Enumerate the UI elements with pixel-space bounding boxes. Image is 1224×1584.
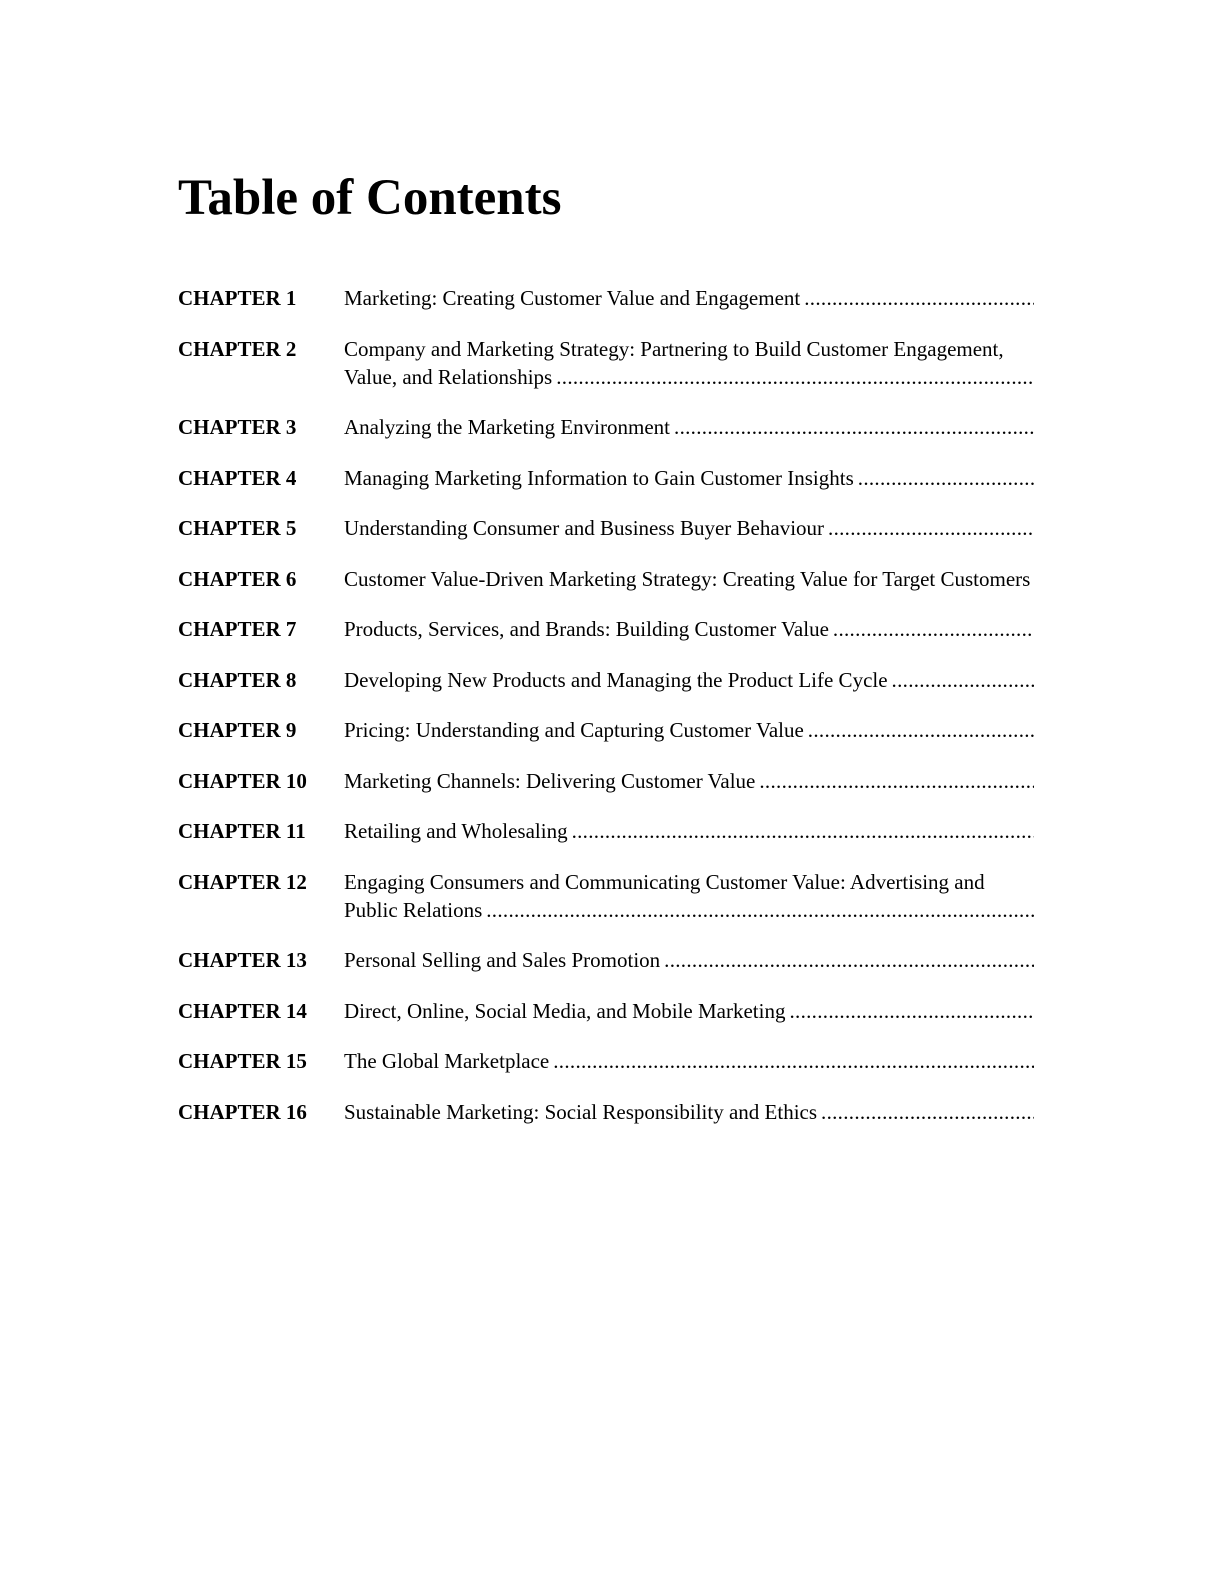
toc-entry-chapter-10[interactable] [178,767,1034,795]
toc-entry-chapter-1[interactable] [178,284,1034,312]
chapter-title: Products, Services, and Brands: Building Customer Value ..... [344,615,1034,643]
toc-entry-chapter-9[interactable] [178,716,1034,744]
chapter-number: CHAPTER 11 [178,819,306,843]
toc-entry-chapter-3[interactable] [178,413,1034,441]
chapter-title: The Global Marketplace ..... [344,1047,1034,1075]
chapter-title: Company and Marketing Strategy: Partnering to Build Customer Engagement, Value, and Relationships ..... [344,335,1034,391]
chapter-title: Pricing: Understanding and Capturing Customer Value ..... [344,716,1034,744]
toc-entry-chapter-4[interactable] [178,464,1034,492]
chapter-title: Analyzing the Marketing Environment ..... [344,413,1034,441]
chapter-number: CHAPTER 9 [178,718,297,742]
chapter-title: Engaging Consumers and Communicating Customer Value: Advertising and Public Relations ..... [344,868,1034,924]
chapter-title: Direct, Online, Social Media, and Mobile Marketing ..... [344,997,1034,1025]
chapter-title: Marketing Channels: Delivering Customer Value ..... [344,767,1034,795]
chapter-number: CHAPTER 8 [178,667,297,692]
chapter-title: Developing New Products and Managing the Product Life Cycle ..... [344,666,1034,694]
toc-entry-chapter-2[interactable] [178,335,1034,391]
chapter-number: CHAPTER 12 [178,869,307,894]
chapter-number: CHAPTER 2 [178,336,297,361]
chapter-title: Customer Value-Driven Marketing Strategy: Creating Value for Target Customers ..... [344,565,1034,593]
toc-entry-chapter-5[interactable] [178,514,1034,542]
chapter-title: Managing Marketing Information to Gain Customer Insights ..... [344,464,1034,492]
toc-entry-chapter-12[interactable] [178,868,1034,924]
chapter-number: CHAPTER 6 [178,566,297,591]
toc-entry-chapter-15[interactable] [178,1047,1034,1075]
chapter-number: CHAPTER 16 [178,1099,307,1124]
chapter-title: Sustainable Marketing: Social Responsibility and Ethics ..... [344,1098,1034,1126]
toc-entry-chapter-13[interactable] [178,946,1034,974]
chapter-number: CHAPTER 7 [178,617,297,641]
chapter-number: CHAPTER 3 [178,415,297,439]
chapter-title: Marketing: Creating Customer Value and Engagement ..... [344,284,1034,312]
toc-entry-chapter-8[interactable] [178,666,1034,694]
chapter-title: Personal Selling and Sales Promotion ..... [344,946,1034,974]
chapter-number: CHAPTER 14 [178,998,307,1023]
chapter-number: CHAPTER 15 [178,1049,307,1073]
chapter-number: CHAPTER 4 [178,465,297,490]
chapter-number: CHAPTER 13 [178,948,307,972]
page-title: Table of Contents [178,170,562,226]
toc-entry-chapter-16[interactable] [178,1098,1034,1126]
chapter-number: CHAPTER 1 [178,286,297,310]
toc-entry-chapter-11[interactable] [178,817,1034,845]
chapter-title: Understanding Consumer and Business Buyer Behaviour ..... [344,514,1034,542]
toc-entry-chapter-7[interactable] [178,615,1034,643]
toc-entry-chapter-6[interactable] [178,565,1034,593]
chapter-number: CHAPTER 5 [178,516,297,540]
table-of-contents [178,284,1034,1148]
chapter-title: Retailing and Wholesaling ..... [344,817,1034,845]
chapter-number: CHAPTER 10 [178,768,307,793]
toc-entry-chapter-14[interactable] [178,997,1034,1025]
